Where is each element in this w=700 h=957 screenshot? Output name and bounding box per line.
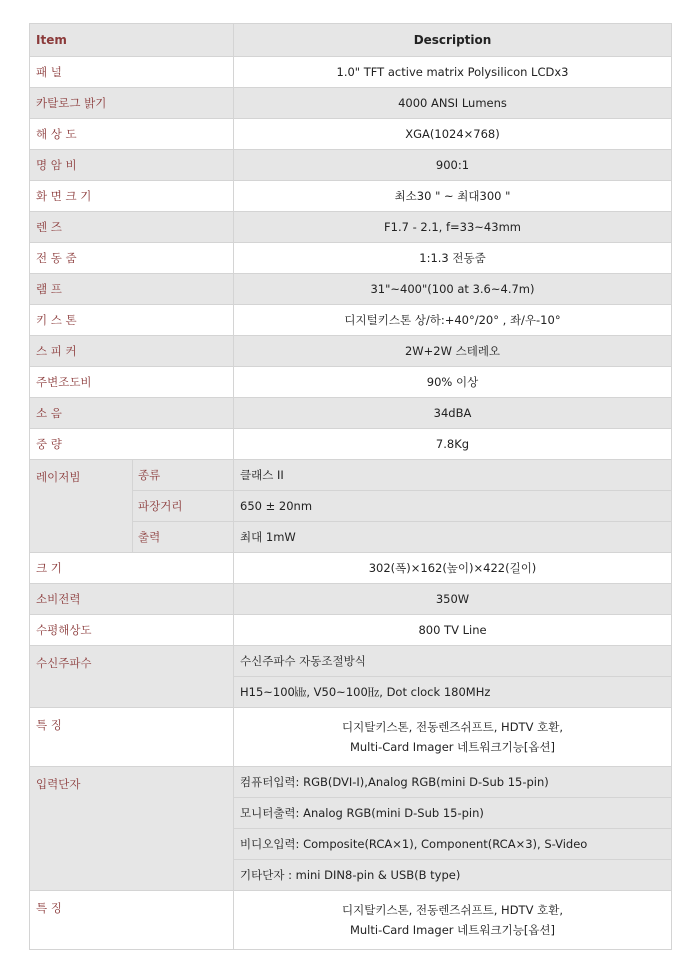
spec-row [30,429,672,460]
spec-row [30,336,672,367]
feature-line: 디지탈키스톤, 전동렌즈쉬프트, HDTV 호환, [342,720,563,734]
spec-value: 350W [234,584,672,615]
spec-label: 화 면 크 기 [30,181,234,212]
header-row [30,24,672,57]
feature-label: 특 징 [30,708,234,767]
spec-value: 302(폭)×162(높이)×422(길이) [234,553,672,584]
spec-label: 스 피 커 [30,336,234,367]
freq-value: 수신주파수 자동조절방식 [234,646,672,677]
spec-row [30,243,672,274]
spec-value: 900:1 [234,150,672,181]
freq-row [30,646,672,677]
spec-label: 해 상 도 [30,119,234,150]
feature-row [30,708,672,767]
feature-row [30,891,672,950]
spec-value: 디지털키스톤 상/하:+40°/20° , 좌/우-10° [234,305,672,336]
laser-sub-label: 파장거리 [133,491,234,522]
spec-label: 패 널 [30,57,234,88]
feature-label: 특 징 [30,891,234,950]
spec-label: 렌 즈 [30,212,234,243]
laser-sub-label: 출력 [133,522,234,553]
spec-label: 크 기 [30,553,234,584]
feature-line: 디지탈키스톤, 전동렌즈쉬프트, HDTV 호환, [342,903,563,917]
spec-value: 최소30 " ~ 최대300 " [234,181,672,212]
laser-value: 650 ± 20nm [234,491,672,522]
input-value: 비디오입력: Composite(RCA×1), Component(RCA×3), S-Video [234,829,672,860]
spec-label: 중 량 [30,429,234,460]
spec-row [30,367,672,398]
input-row [30,767,672,798]
spec-value: 2W+2W 스테레오 [234,336,672,367]
spec-value: 31"~400"(100 at 3.6~4.7m) [234,274,672,305]
spec-value: 4000 ANSI Lumens [234,88,672,119]
spec-row [30,305,672,336]
spec-label: 램 프 [30,274,234,305]
spec-row [30,119,672,150]
spec-label: 주변조도비 [30,367,234,398]
feature-line: Multi-Card Imager 네트워크기능[옵션] [349,923,556,937]
spec-label: 소비전력 [30,584,234,615]
input-value: 모니터출력: Analog RGB(mini D-Sub 15-pin) [234,798,672,829]
freq-value: H15~100㎑, V50~100㎐, Dot clock 180MHz [234,677,672,708]
spec-row [30,398,672,429]
header-item: Item [30,24,234,57]
laser-label: 레이저빔 [30,460,133,553]
laser-sub-label: 종류 [133,460,234,491]
spec-row [30,212,672,243]
spec-row [30,181,672,212]
spec-label: 키 스 톤 [30,305,234,336]
spec-label: 명 암 비 [30,150,234,181]
spec-value: 90% 이상 [234,367,672,398]
spec-row [30,615,672,646]
freq-label: 수신주파수 [30,646,234,708]
spec-value: F1.7 - 2.1, f=33~43mm [234,212,672,243]
spec-value: XGA(1024×768) [234,119,672,150]
spec-value: 7.8Kg [234,429,672,460]
feature-value [234,708,672,767]
laser-row [30,460,672,491]
input-value: 기타단자 : mini DIN8-pin & USB(B type) [234,860,672,891]
spec-value: 800 TV Line [234,615,672,646]
spec-row [30,553,672,584]
spec-row [30,150,672,181]
spec-label: 카탈로그 밝기 [30,88,234,119]
inputs-label: 입력단자 [30,767,234,891]
spec-table [29,23,672,950]
header-description: Description [234,24,672,57]
input-value: 컴퓨터입력: RGB(DVI-I),Analog RGB(mini D-Sub 15-pin) [234,767,672,798]
laser-value: 클래스 II [234,460,672,491]
spec-row [30,584,672,615]
feature-line: Multi-Card Imager 네트워크기능[옵션] [349,740,556,754]
spec-value: 34dBA [234,398,672,429]
spec-value: 1:1.3 전동줌 [234,243,672,274]
spec-label: 수평해상도 [30,615,234,646]
spec-row [30,57,672,88]
spec-value: 1.0" TFT active matrix Polysilicon LCDx3 [234,57,672,88]
spec-label: 소 음 [30,398,234,429]
spec-label: 전 동 줌 [30,243,234,274]
laser-value: 최대 1mW [234,522,672,553]
spec-row [30,274,672,305]
spec-row [30,88,672,119]
feature-value [234,891,672,950]
